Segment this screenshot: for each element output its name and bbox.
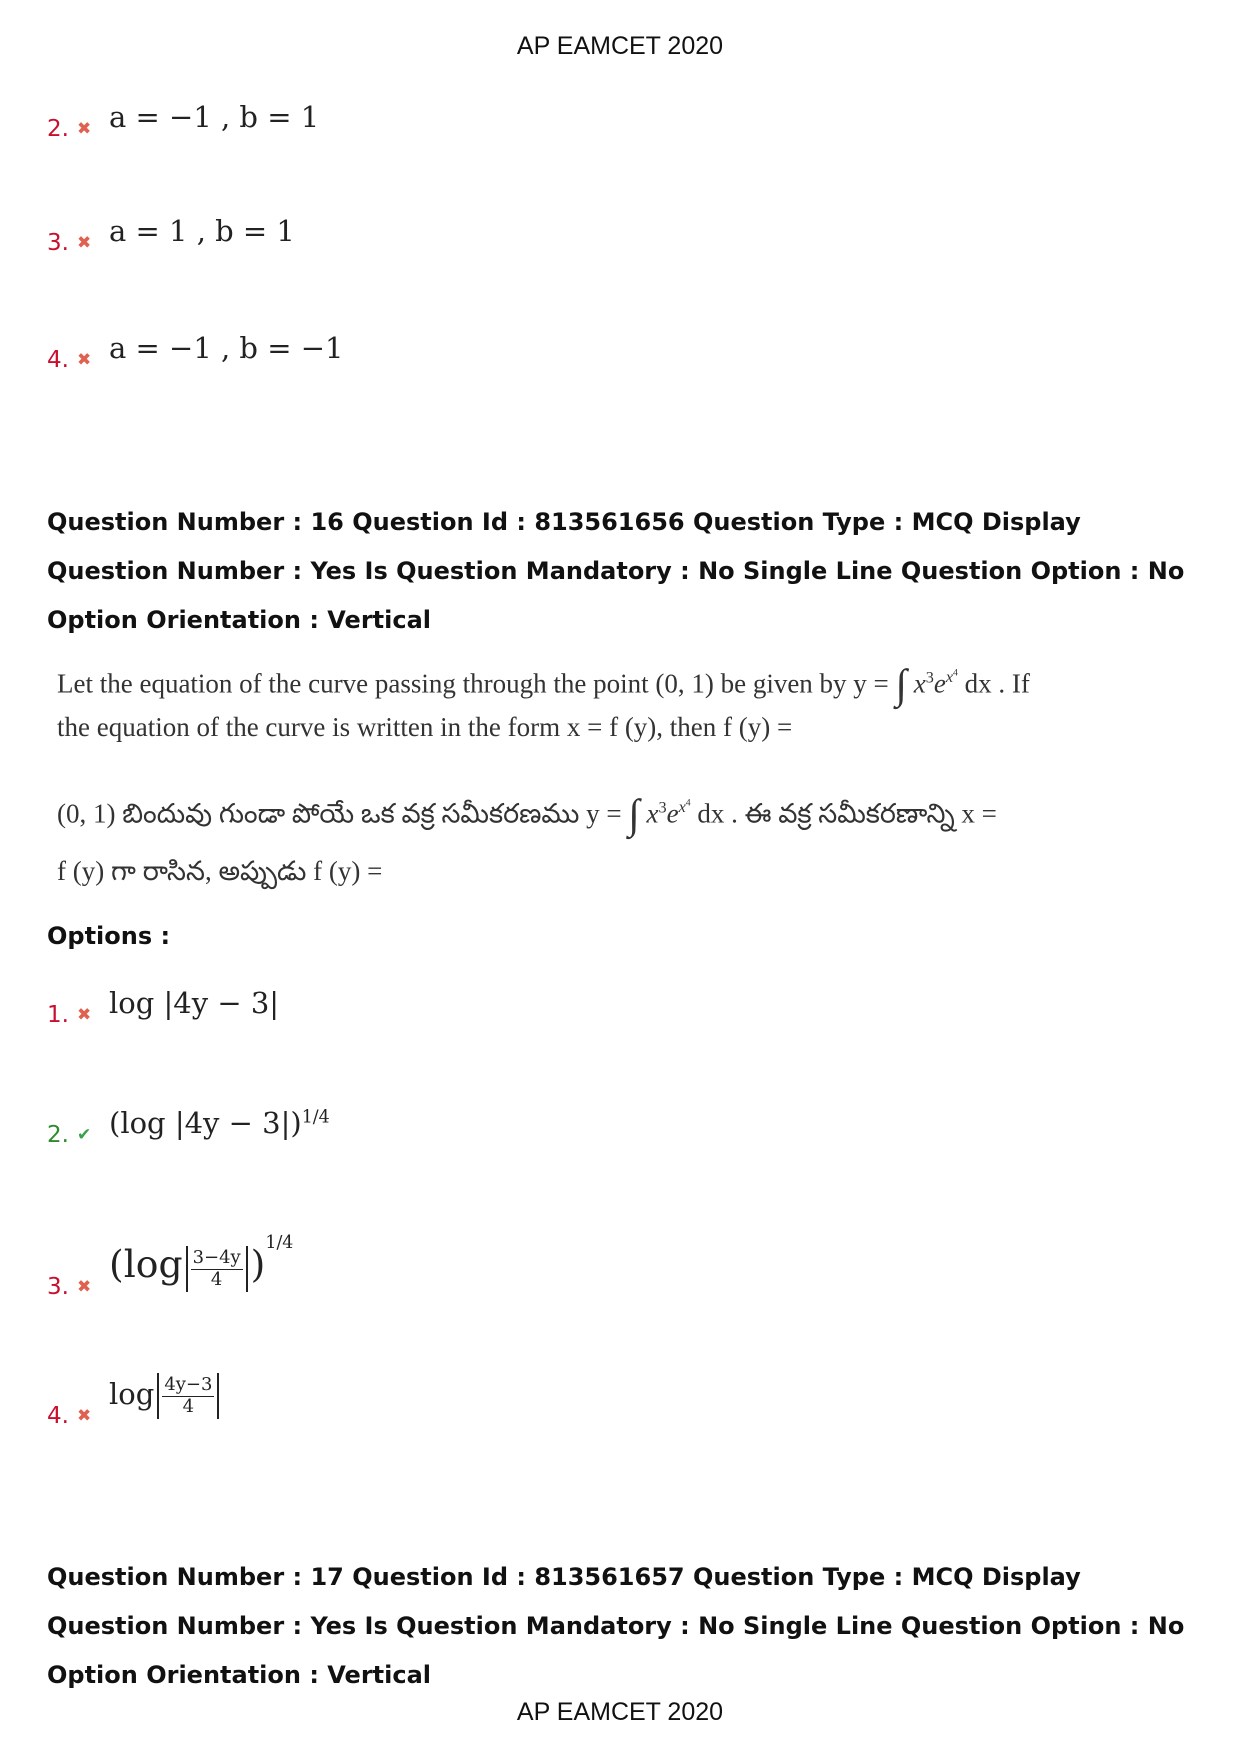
text-part: dx . If bbox=[964, 668, 1030, 699]
text-part: (0, 1) బిందువు గుండా పోయే ఒక వక్ర సమీకరణము y = bbox=[57, 798, 622, 829]
cross-icon: ✖ bbox=[77, 119, 92, 139]
q16-option-3 bbox=[47, 1233, 294, 1312]
cross-icon: ✖ bbox=[77, 1277, 92, 1297]
cross-icon: ✖ bbox=[77, 233, 92, 253]
page-header: AP EAMCET 2020 bbox=[516, 32, 724, 60]
option-expr-pre: (log bbox=[109, 1242, 183, 1286]
question-16-text-telugu-line1: (0, 1) బిందువు గుండా పోయే ఒక వక్ర సమీకరణము y = ∫ $x^3e^{x^4}$ dx . ఈ వక్ర సమీకరణాన్ని x = bbox=[57, 792, 997, 839]
q16-option-2 bbox=[47, 1106, 330, 1152]
q16-option-4 bbox=[47, 1373, 222, 1439]
fraction bbox=[162, 1375, 214, 1417]
check-icon: ✔ bbox=[77, 1125, 92, 1145]
option-number: 3. bbox=[47, 230, 69, 256]
exponent: 1/4 bbox=[301, 1107, 330, 1128]
question-16-text-telugu-line2: f (y) గా రాసిన, అప్పుడు f (y) = bbox=[57, 856, 383, 886]
text-part: dx . ఈ వక్ర సమీకరణాన్ని x = bbox=[697, 798, 997, 829]
options-label: Options : bbox=[47, 922, 171, 950]
q16-option-1 bbox=[47, 986, 280, 1032]
numerator: 3−4y bbox=[192, 1246, 241, 1268]
option-text: a = −1 , b = 1 bbox=[109, 100, 320, 134]
denominator: 4 bbox=[182, 1395, 195, 1417]
option-text bbox=[109, 1233, 294, 1292]
prev-option-4 bbox=[47, 331, 344, 377]
option-number: 4. bbox=[47, 347, 69, 373]
option-text bbox=[109, 1373, 222, 1419]
question-16-text-english-line2: the equation of the curve is written in the form x = f (y), then f (y) = bbox=[57, 712, 793, 742]
cross-icon: ✖ bbox=[77, 1406, 92, 1426]
fraction bbox=[191, 1248, 243, 1290]
prev-option-2 bbox=[47, 100, 320, 146]
integral-symbol: ∫ bbox=[628, 792, 640, 839]
text-part: Let the equation of the curve passing through the point (0, 1) be given by y = bbox=[57, 668, 889, 699]
question-17-header: Question Number : 17 Question Id : 813561657 Question Type : MCQ Display Question Number : Yes Is Question Mandatory : No Single Line Question Option : No Option Orientation : Vertical bbox=[47, 1563, 1185, 1689]
exponent: 1/4 bbox=[265, 1233, 294, 1254]
option-expr-pre: log bbox=[109, 1377, 155, 1411]
option-text bbox=[109, 1106, 330, 1140]
option-expr-post: ) bbox=[250, 1242, 266, 1286]
option-text: a = 1 , b = 1 bbox=[109, 214, 295, 248]
option-text: a = −1 , b = −1 bbox=[109, 331, 344, 365]
option-number: 3. bbox=[47, 1274, 69, 1300]
option-text: log |4y − 3| bbox=[109, 986, 280, 1020]
denominator: 4 bbox=[210, 1268, 223, 1290]
integral-symbol: ∫ bbox=[895, 662, 907, 709]
numerator: 4y−3 bbox=[164, 1373, 213, 1395]
question-16-header: Question Number : 16 Question Id : 813561656 Question Type : MCQ Display Question Number : Yes Is Question Mandatory : No Single Line Question Option : No Option Orientation : Vertical bbox=[47, 508, 1185, 634]
option-number: 1. bbox=[47, 1002, 69, 1028]
option-number: 2. bbox=[47, 1122, 69, 1148]
prev-option-3 bbox=[47, 214, 295, 260]
option-expr: (log |4y − 3|) bbox=[109, 1106, 302, 1140]
option-number: 2. bbox=[47, 116, 69, 142]
cross-icon: ✖ bbox=[77, 1005, 92, 1025]
option-number: 4. bbox=[47, 1403, 69, 1429]
question-16-text-english-line1: Let the equation of the curve passing through the point (0, 1) be given by y = ∫ $x^3e^{x^4}$ dx . If bbox=[57, 662, 1030, 709]
page-footer: AP EAMCET 2020 bbox=[516, 1698, 724, 1726]
cross-icon: ✖ bbox=[77, 350, 92, 370]
